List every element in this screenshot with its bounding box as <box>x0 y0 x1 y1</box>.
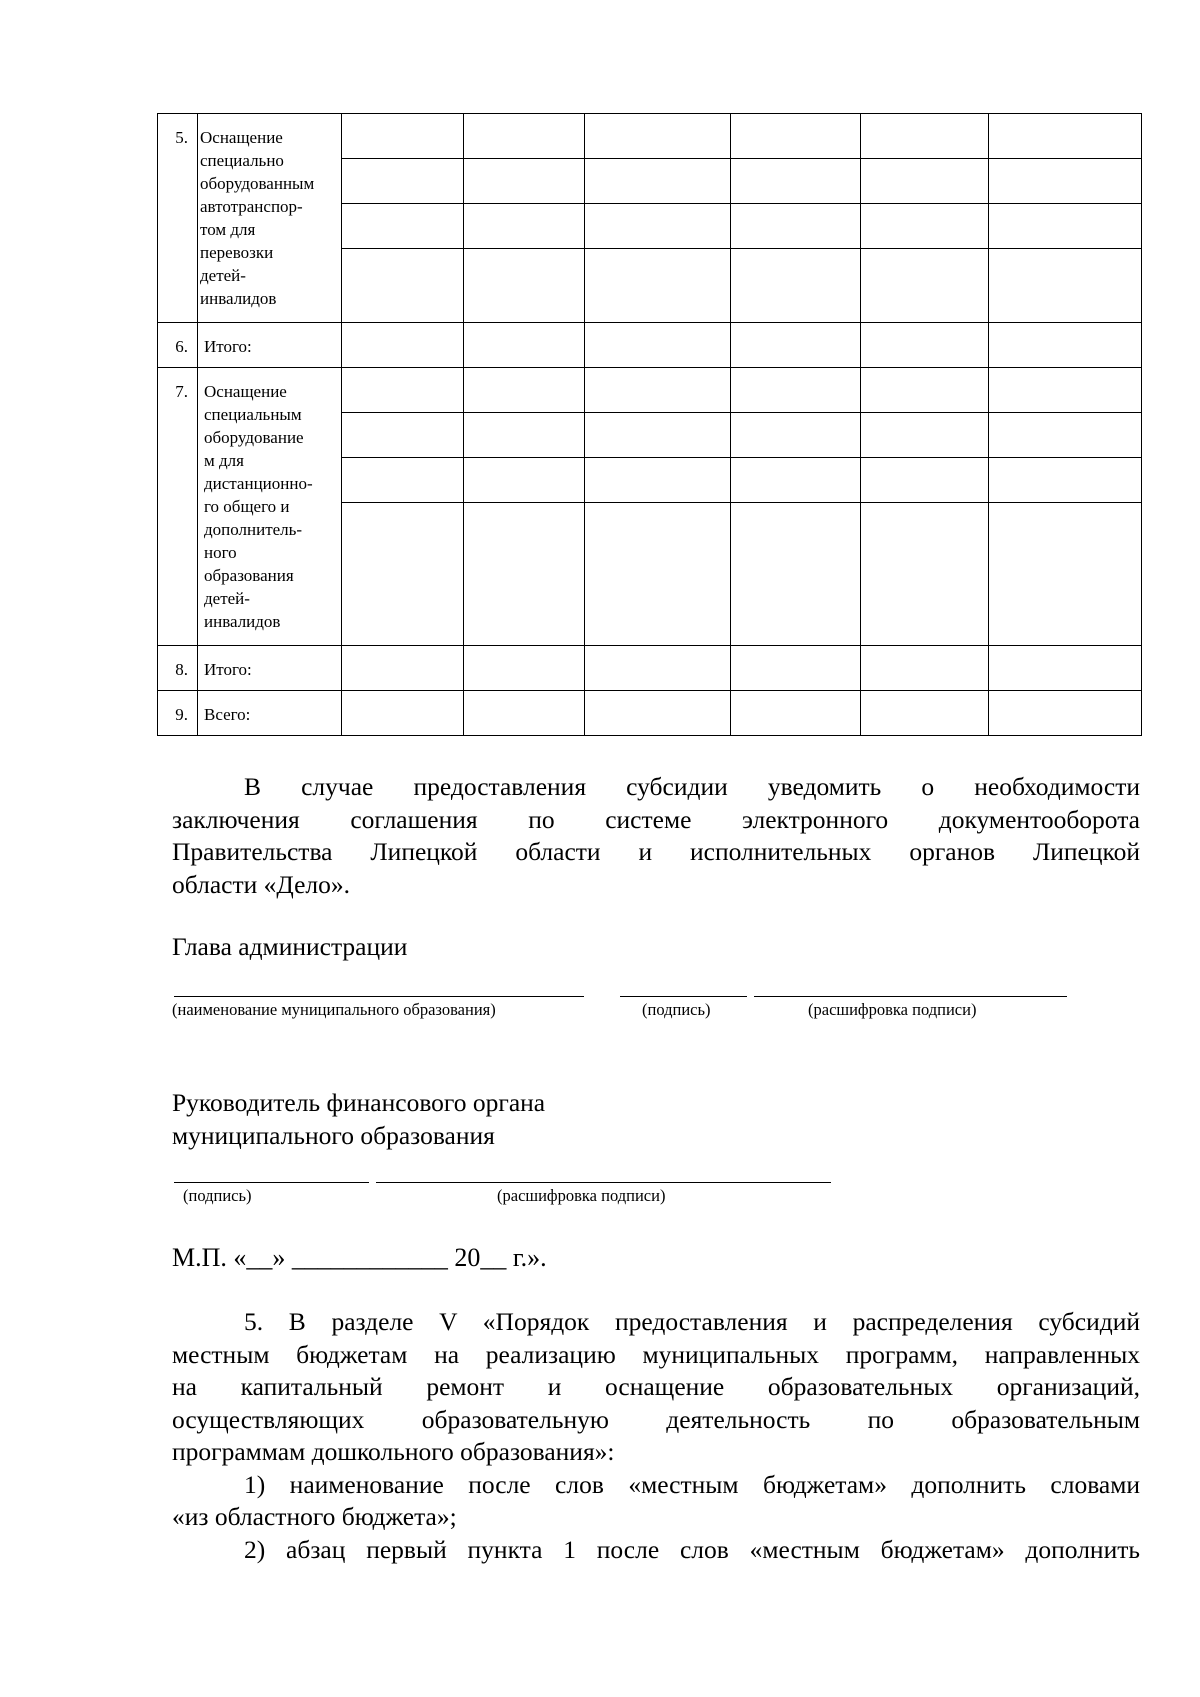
row-name-line: детей- <box>200 266 246 285</box>
decoding-line <box>754 996 1067 997</box>
row-name-line: Итого: <box>204 660 252 679</box>
finance-decoding-line <box>376 1182 831 1183</box>
row-name <box>198 323 342 368</box>
table-cell <box>861 691 989 736</box>
table-cell <box>861 503 989 646</box>
table-cell <box>342 204 464 249</box>
table-cell <box>861 368 989 413</box>
finance-title: Руководитель финансового органа <box>172 1088 546 1117</box>
row-number: 6. <box>158 323 198 368</box>
row-name <box>198 646 342 691</box>
table-cell <box>585 413 731 458</box>
row-name <box>198 368 342 646</box>
row-name-line: дополнитель- <box>204 520 303 539</box>
table-cell <box>342 114 464 159</box>
table-cell <box>731 159 861 204</box>
row-name-line: специальным <box>204 405 302 424</box>
table-cell <box>585 249 731 323</box>
table-cell <box>731 503 861 646</box>
row-name-line: образования <box>204 566 294 585</box>
notice-line: заключения соглашения по системе электронного документооборота <box>172 804 1140 834</box>
table-row <box>158 691 1142 736</box>
table-cell <box>585 323 731 368</box>
finance-title-line2: муниципального образования <box>172 1121 495 1150</box>
table-cell <box>464 413 585 458</box>
table-cell <box>989 114 1142 159</box>
table-cell <box>731 323 861 368</box>
table-cell <box>585 114 731 159</box>
table-cell <box>861 458 989 503</box>
row-name-line: оборудованным <box>200 174 315 193</box>
table-cell <box>342 249 464 323</box>
table-cell <box>989 368 1142 413</box>
row-name-line: ного <box>204 543 237 562</box>
row-number: 5. <box>158 114 198 323</box>
table-row <box>158 323 1142 368</box>
row-name-line: оборудование <box>204 428 304 447</box>
row-name <box>198 691 342 736</box>
seal-date-line: М.П. «__» ____________ 20__ г.». <box>172 1243 547 1272</box>
amendment-paragraph <box>172 1306 1140 1566</box>
amendment-line: программам дошкольного образования»: <box>172 1437 615 1466</box>
amendment-line: осуществляющих образовательную деятельность по образовательным <box>172 1404 1140 1434</box>
table-cell <box>731 413 861 458</box>
table-cell <box>861 413 989 458</box>
row-name <box>198 114 342 323</box>
table-cell <box>585 691 731 736</box>
amendment-line: местным бюджетам на реализацию муниципальных программ, направленных <box>172 1339 1140 1369</box>
table-cell <box>585 204 731 249</box>
table-cell <box>585 368 731 413</box>
row-name-line: автотранспор- <box>200 197 303 216</box>
table-cell <box>861 323 989 368</box>
table-cell <box>342 159 464 204</box>
notice-line: Правительства Липецкой области и исполнительных органов Липецкой <box>172 837 1140 866</box>
signature-caption: (подпись) <box>642 1000 711 1019</box>
table-cell <box>464 159 585 204</box>
table-row <box>158 368 1142 413</box>
table-cell <box>342 646 464 691</box>
row-name-line: инвалидов <box>204 612 281 631</box>
row-name-line: перевозки <box>200 243 274 262</box>
table-cell <box>989 646 1142 691</box>
notice-line: В случае предоставления субсидии уведомить о необходимости <box>244 772 1140 801</box>
row-name-line: инвалидов <box>200 289 277 308</box>
table-cell <box>989 691 1142 736</box>
table-cell <box>342 368 464 413</box>
table-cell <box>989 323 1142 368</box>
table-cell <box>342 691 464 736</box>
table-cell <box>342 458 464 503</box>
notice-paragraph <box>172 771 1140 901</box>
table-cell <box>464 458 585 503</box>
row-name-line: Оснащение <box>200 128 283 147</box>
row-name-line: специально <box>200 151 284 170</box>
row-name-line: го общего и <box>204 497 290 516</box>
table-cell <box>464 503 585 646</box>
row-number: 7. <box>158 368 198 646</box>
amendment-item-1: «из областного бюджета»; <box>172 1502 457 1531</box>
municipality-caption: (наименование муниципального образования) <box>172 1000 496 1019</box>
table-cell <box>342 413 464 458</box>
table-cell <box>464 249 585 323</box>
table-cell <box>464 646 585 691</box>
row-name-line: дистанционно- <box>204 474 313 493</box>
table-cell <box>464 114 585 159</box>
table-cell <box>861 159 989 204</box>
table-cell <box>861 114 989 159</box>
row-name-line: Всего: <box>204 705 251 724</box>
row-number: 8. <box>158 646 198 691</box>
table-cell <box>585 458 731 503</box>
table-cell <box>989 249 1142 323</box>
table-cell <box>731 204 861 249</box>
row-name-line: детей- <box>204 589 250 608</box>
table-cell <box>585 159 731 204</box>
table-cell <box>989 458 1142 503</box>
table-cell <box>731 458 861 503</box>
head-title: Глава администрации <box>172 932 408 961</box>
signature-line <box>620 996 747 997</box>
table-cell <box>989 159 1142 204</box>
amendment-item-2: 2) абзац первый пункта 1 после слов «местным бюджетам» дополнить <box>244 1534 1140 1564</box>
table-cell <box>731 114 861 159</box>
finance-signature-caption: (подпись) <box>183 1186 252 1205</box>
row-number: 9. <box>158 691 198 736</box>
table-cell <box>464 204 585 249</box>
table-cell <box>342 323 464 368</box>
decoding-caption: (расшифровка подписи) <box>808 1000 977 1019</box>
table-cell <box>342 503 464 646</box>
subsidy-table <box>157 113 1142 736</box>
table-cell <box>585 646 731 691</box>
row-name-line: Итого: <box>204 337 252 356</box>
row-name-line: м для <box>204 451 244 470</box>
finance-signature-line <box>174 1182 369 1183</box>
table-cell <box>731 368 861 413</box>
table-row <box>158 114 1142 159</box>
row-name-line: Оснащение <box>204 382 287 401</box>
table-cell <box>989 204 1142 249</box>
amendment-line: 5. В разделе V «Порядок предоставления и распределения субсидий <box>244 1307 1140 1336</box>
table-cell <box>989 413 1142 458</box>
table-cell <box>861 646 989 691</box>
table-cell <box>861 204 989 249</box>
table-cell <box>731 646 861 691</box>
table-cell <box>585 503 731 646</box>
table-cell <box>861 249 989 323</box>
table-cell <box>464 323 585 368</box>
row-name-line: том для <box>200 220 256 239</box>
table-cell <box>464 368 585 413</box>
amendment-line: на капитальный ремонт и оснащение образовательных организаций, <box>172 1372 1140 1401</box>
finance-decoding-caption: (расшифровка подписи) <box>497 1186 666 1205</box>
notice-line: области «Дело». <box>172 869 350 899</box>
municipality-line <box>174 996 584 997</box>
table-cell <box>731 691 861 736</box>
table-cell <box>464 691 585 736</box>
amendment-item-1: 1) наименование после слов «местным бюджетам» дополнить словами <box>244 1469 1140 1499</box>
table-cell <box>989 503 1142 646</box>
table-cell <box>731 249 861 323</box>
table-row <box>158 646 1142 691</box>
